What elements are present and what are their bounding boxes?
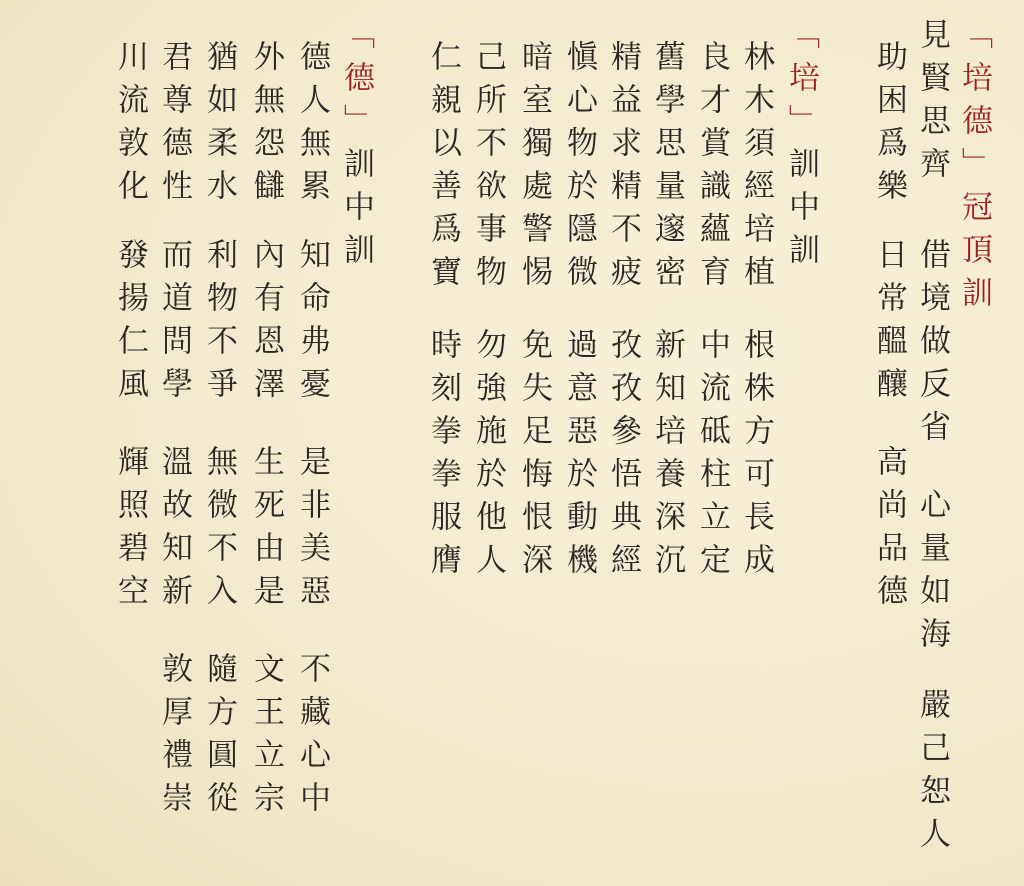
poem3-column-5-seg1 xyxy=(112,40,148,212)
poem-text-segment: 時刻拳拳服膺 xyxy=(425,328,461,586)
poem-text-segment: 生死由是 xyxy=(248,445,284,617)
poem-text-segment: 愼心物於隱微 xyxy=(561,40,597,298)
poem3-column-5-seg2 xyxy=(112,238,148,410)
poem2-column-2-top xyxy=(694,40,730,298)
poem1-column-1 xyxy=(914,18,950,190)
poem-text-segment: 外無怨讎 xyxy=(248,40,284,212)
poem1-column-1d xyxy=(914,688,950,860)
poem-text-segment: 內有恩澤 xyxy=(248,238,284,410)
poem-text-segment: 利物不爭 xyxy=(201,238,237,410)
poem2-column-3-bottom xyxy=(649,328,685,586)
poem-text-segment: 輝照碧空 xyxy=(112,445,148,617)
poem3-column-2-seg1 xyxy=(248,40,284,212)
poem3-column-3-seg2 xyxy=(201,238,237,410)
poem-text-segment: 新知培養深沉 xyxy=(649,328,685,586)
poem-text-segment: 林木須經培植 xyxy=(738,40,774,298)
poem3-column-1-seg4 xyxy=(294,652,330,824)
poem2-column-1-top xyxy=(738,40,774,298)
poem3-column-4-seg2 xyxy=(156,238,192,410)
poem3-column-4-seg4 xyxy=(156,652,192,824)
poem-text-segment: 猶如柔水 xyxy=(201,40,237,212)
poem2-column-8-bottom xyxy=(425,328,461,586)
poem-text-segment: 借境做反省 xyxy=(914,238,950,453)
poem3-column-1-seg2 xyxy=(294,238,330,410)
poem3-column-4-seg3 xyxy=(156,445,192,617)
poem-text-segment: 良才賞識蘊育 xyxy=(694,40,730,298)
poem2-column-3-top xyxy=(649,40,685,298)
poem2-column-5-bottom xyxy=(561,328,597,586)
poem3-column-1-seg1 xyxy=(294,40,330,212)
poem-text-segment: 過意惡於動機 xyxy=(561,328,597,586)
poem1-column-1c xyxy=(914,488,950,660)
poem3-column-3-seg4 xyxy=(201,652,237,824)
poem-text-segment: 而道問學 xyxy=(156,238,192,410)
poem-text-segment: 助困爲樂 xyxy=(871,40,907,212)
poem-text-segment: 精益求精不疲 xyxy=(605,40,641,298)
poem-text-segment: 心量如海 xyxy=(914,488,950,660)
poem-text-segment: 不藏心中 xyxy=(294,652,330,824)
poem-text-segment: 文王立宗 xyxy=(248,652,284,824)
poem3-column-3-seg3 xyxy=(201,445,237,617)
poem1-heading-suffix: 冠頂訓 xyxy=(956,190,992,319)
poem-text-segment: 是非美惡 xyxy=(294,445,330,617)
poem-text-segment: 君尊德性 xyxy=(156,40,192,212)
poem3-column-1-seg3 xyxy=(294,445,330,617)
poem1-column-2b xyxy=(871,238,907,410)
poem2-column-6-bottom xyxy=(516,328,552,586)
poem3-heading: 「德」 xyxy=(338,18,374,147)
poem1-column-1b xyxy=(914,238,950,453)
poem2-heading-column xyxy=(783,18,819,276)
poem-text-segment: 發揚仁風 xyxy=(112,238,148,410)
poem-text-segment: 己所不欲事物 xyxy=(470,40,506,298)
poem3-heading-column xyxy=(338,18,374,276)
poem1-heading-column xyxy=(956,18,992,319)
poem3-column-5-seg3 xyxy=(112,445,148,617)
poem3-column-4-seg1 xyxy=(156,40,192,212)
poem-text-segment: 川流敦化 xyxy=(112,40,148,212)
poem-text-segment: 日常醞釀 xyxy=(871,238,907,410)
poem-text-segment: 中流砥柱立定 xyxy=(694,328,730,586)
poem-text-segment: 免失足悔恨深 xyxy=(516,328,552,586)
poem3-heading-suffix: 訓中訓 xyxy=(338,147,374,276)
poem-text-segment: 高尚品德 xyxy=(871,445,907,617)
poem2-column-7-bottom xyxy=(470,328,506,586)
poem1-heading: 「培德」 xyxy=(956,18,992,190)
poem2-column-4-top xyxy=(605,40,641,298)
poem2-column-5-top xyxy=(561,40,597,298)
poem-text-segment: 無微不入 xyxy=(201,445,237,617)
poem-text-segment: 舊學思量邃密 xyxy=(649,40,685,298)
poem-text-segment: 勿強施於他人 xyxy=(470,328,506,586)
poem3-column-3-seg1 xyxy=(201,40,237,212)
poem2-column-1-bottom xyxy=(738,328,774,586)
poem-text-segment: 見賢思齊 xyxy=(914,18,950,190)
poem2-column-2-bottom xyxy=(694,328,730,586)
poem1-column-2c xyxy=(871,445,907,617)
poem2-heading-suffix: 訓中訓 xyxy=(783,147,819,276)
poem-text-segment: 隨方圓從 xyxy=(201,652,237,824)
poem2-column-6-top xyxy=(516,40,552,298)
poem2-column-8-top xyxy=(425,40,461,298)
poem-text-segment: 敦厚禮崇 xyxy=(156,652,192,824)
poem3-column-2-seg2 xyxy=(248,238,284,410)
poem-text-segment: 根株方可長成 xyxy=(738,328,774,586)
poem2-column-4-bottom xyxy=(605,328,641,586)
poem-text-segment: 知命弗憂 xyxy=(294,238,330,410)
poem-text-segment: 溫故知新 xyxy=(156,445,192,617)
poem1-column-2 xyxy=(871,40,907,212)
poem-text-segment: 嚴己恕人 xyxy=(914,688,950,860)
poem-text-segment: 孜孜參悟典經 xyxy=(605,328,641,586)
poem2-heading: 「培」 xyxy=(783,18,819,147)
poem-text-segment: 暗室獨處警惕 xyxy=(516,40,552,298)
poem3-column-2-seg3 xyxy=(248,445,284,617)
poem-text-segment: 德人無累 xyxy=(294,40,330,212)
poem-text-segment: 仁親以善爲寶 xyxy=(425,40,461,298)
poem2-column-7-top xyxy=(470,40,506,298)
poem3-column-2-seg4 xyxy=(248,652,284,824)
